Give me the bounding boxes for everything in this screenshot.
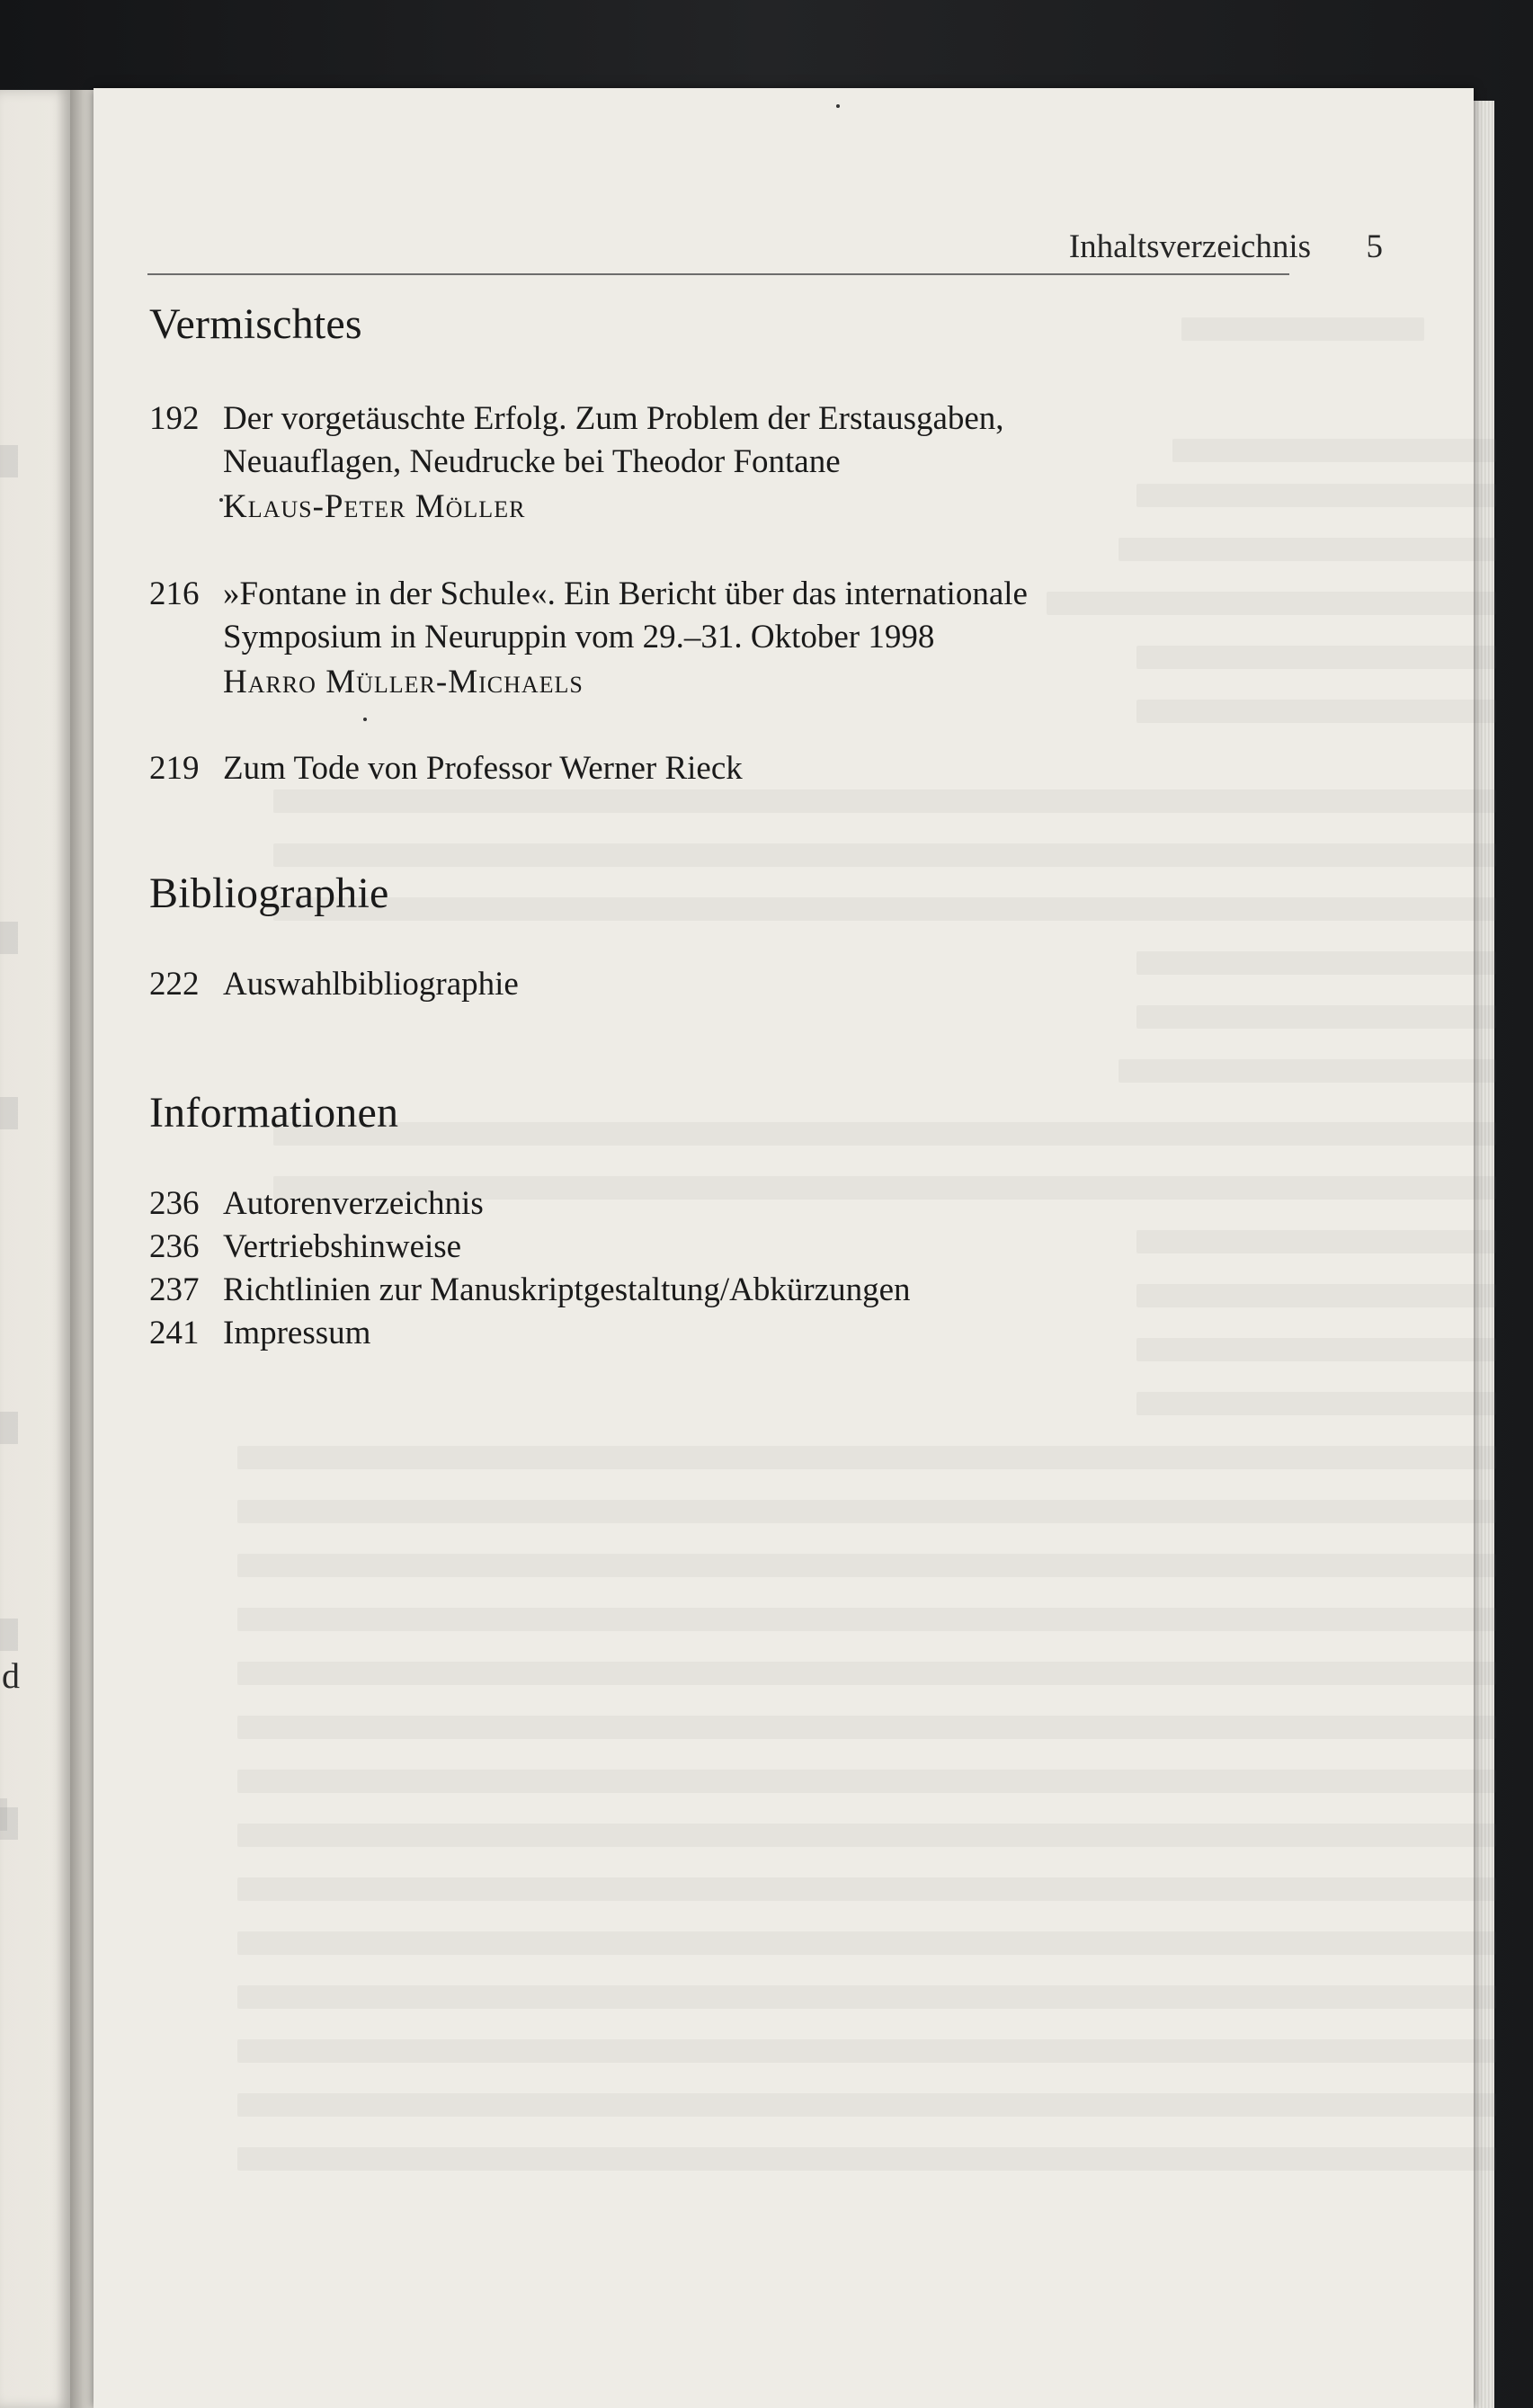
page-number: 5 <box>1366 228 1383 265</box>
toc-entry <box>149 1311 1318 1356</box>
toc-entry-page: 222 <box>149 966 200 1003</box>
toc-entry-title-line: Neuauflagen, Neudrucke bei Theodor Fontane <box>223 443 841 480</box>
running-head-title: Inhaltsverzeichnis <box>1068 228 1311 265</box>
toc-entry-page: 237 <box>149 1271 200 1308</box>
section-title-vermischtes: Vermischtes <box>149 300 362 348</box>
section-title-informationen: Informationen <box>149 1089 399 1137</box>
toc-entry <box>149 1225 1318 1270</box>
book-page <box>94 88 1474 2408</box>
toc-entry-title-line: Richtlinien zur Manuskriptgestaltung/Abkürzungen <box>223 1271 911 1308</box>
toc-entry-title-line: Symposium in Neuruppin vom 29.–31. Oktober 1998 <box>223 619 935 656</box>
toc-entry-title-line: Autorenverzeichnis <box>223 1185 484 1222</box>
print-speck <box>219 498 223 502</box>
toc-entry-page: 236 <box>149 1228 200 1265</box>
print-speck <box>836 104 840 108</box>
toc-entry <box>149 572 1318 707</box>
toc-entry-title-line: »Fontane in der Schule«. Ein Bericht über das internationale <box>223 575 1028 612</box>
toc-entry <box>149 746 1318 791</box>
header-rule <box>147 273 1289 275</box>
left-facing-page <box>0 90 70 2408</box>
toc-entry-title-line: Impressum <box>223 1315 371 1351</box>
page-edges <box>1471 101 1494 2408</box>
toc-entry-title-line: Vertriebshinweise <box>223 1228 462 1265</box>
toc-entry <box>149 397 1318 531</box>
toc-entry-page: 236 <box>149 1185 200 1222</box>
section-title-bibliographie: Bibliographie <box>149 870 389 917</box>
toc-entry-page: 216 <box>149 575 200 612</box>
toc-entry-author: Harro Müller-Michaels <box>223 664 584 700</box>
toc-entry-page: 219 <box>149 750 200 787</box>
toc-entry-title-line: Auswahlbibliographie <box>223 966 519 1003</box>
toc-entry-title-line: Der vorgetäuschte Erfolg. Zum Problem der Erstausgaben, <box>223 400 1004 437</box>
toc-entry <box>149 1268 1318 1313</box>
toc-entry <box>149 1182 1318 1226</box>
left-page-fragment: d <box>2 1655 20 1696</box>
toc-entry-title-line: Zum Tode von Professor Werner Rieck <box>223 750 743 787</box>
toc-entry-page: 241 <box>149 1315 200 1351</box>
toc-entry-author: Klaus-Peter Möller <box>223 488 526 525</box>
toc-entry-page: 192 <box>149 400 200 437</box>
toc-entry <box>149 962 1318 1007</box>
print-speck <box>363 718 367 721</box>
